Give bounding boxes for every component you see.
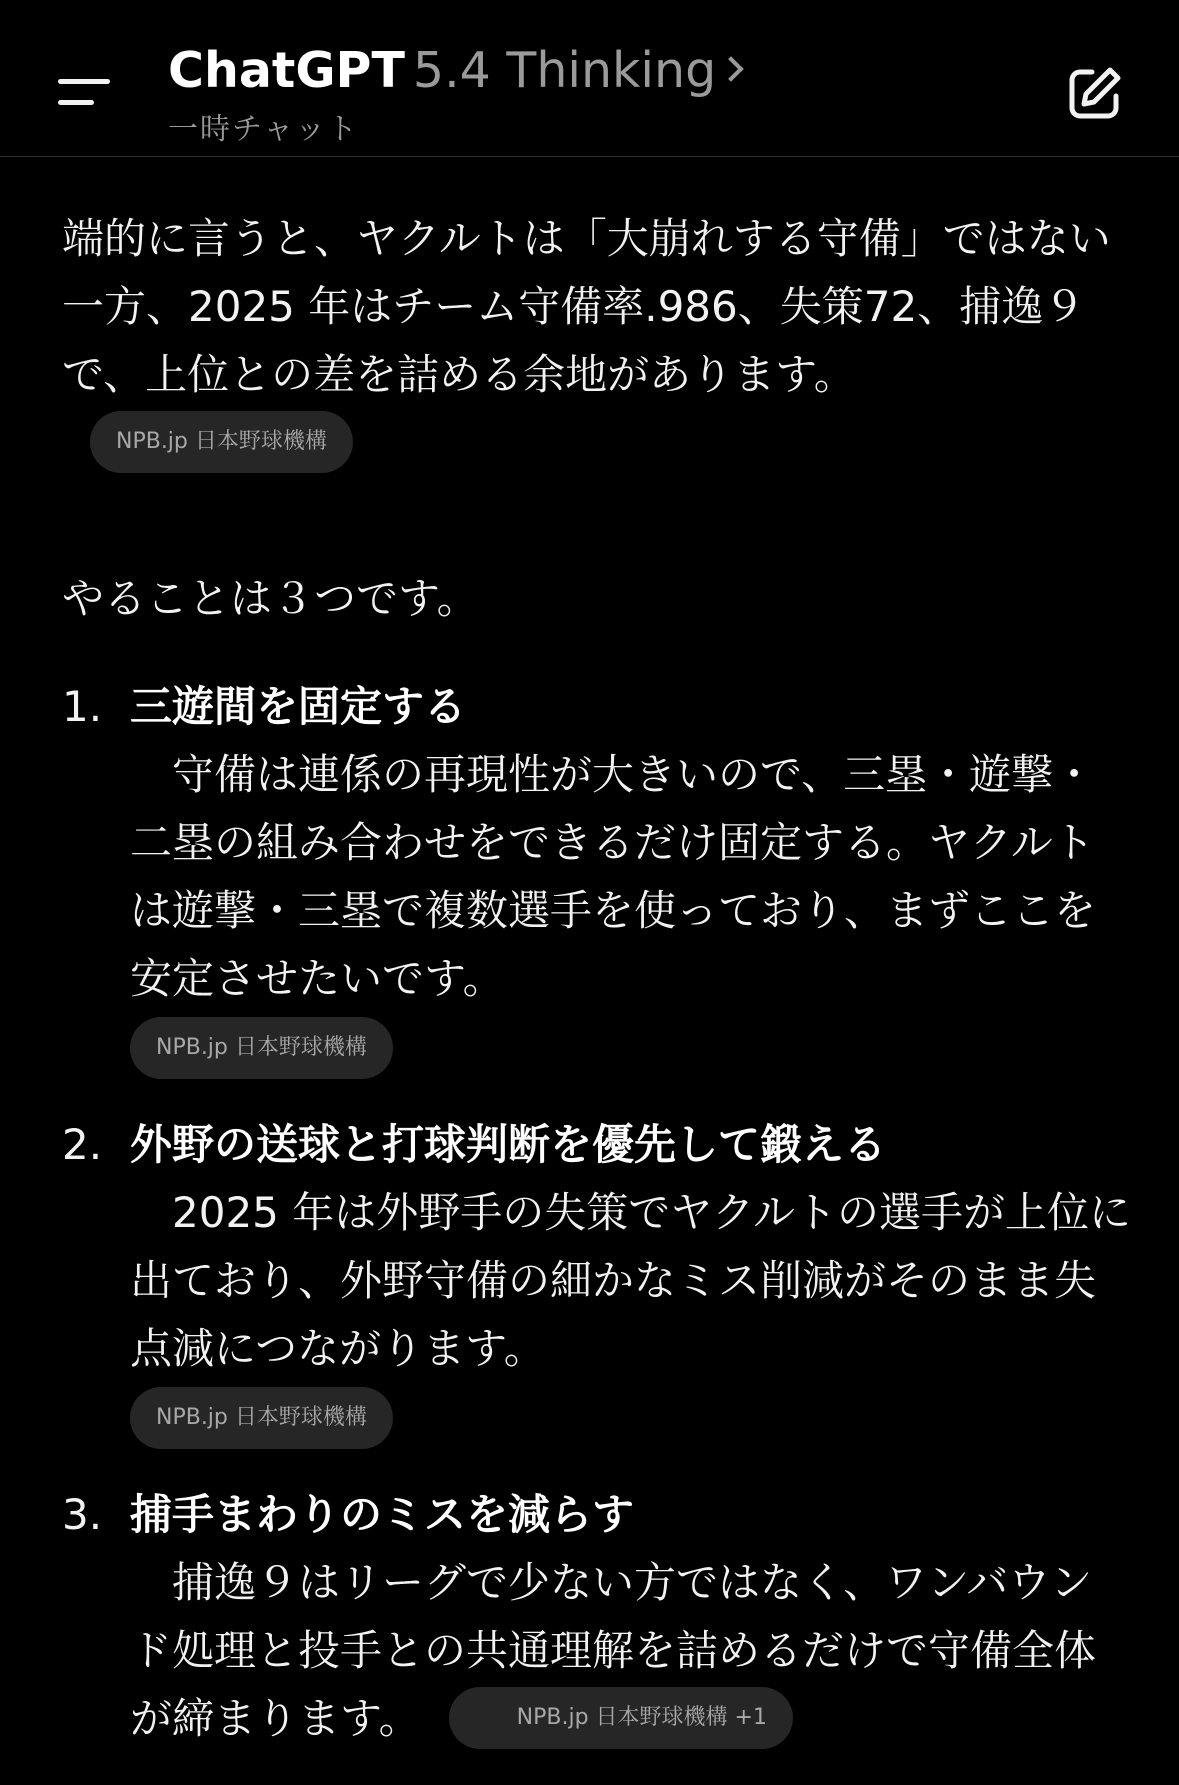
source-chip[interactable]: NPB.jp 日本野球機構 <box>130 1017 393 1079</box>
new-chat-edit-icon[interactable] <box>1066 64 1124 122</box>
list-item <box>62 1111 1132 1449</box>
lead-text: やることは３つです。 <box>62 574 479 623</box>
chat-header <box>0 0 1179 157</box>
list-item-title: 捕手まわりのミスを減らす <box>130 1490 635 1539</box>
source-chip[interactable]: NPB.jp 日本野球機構 <box>90 411 353 473</box>
list-item <box>62 673 1132 1079</box>
list-item-body <box>130 1549 1132 1753</box>
source-chip[interactable]: NPB.jp 日本野球機構 <box>130 1387 393 1449</box>
hamburger-menu-icon[interactable] <box>58 76 110 110</box>
list-item-body: 守備は連係の再現性が大きいので、三塁・遊撃・二塁の組み合わせをできるだけ固定する。ヤクルトは遊撃・三塁で複数選手を使っており、まずここを安定させたいです。 <box>130 750 1097 1003</box>
list-number: 1. <box>62 682 103 731</box>
source-chip[interactable]: NPB.jp 日本野球機構 +1 <box>449 1687 793 1749</box>
intro-paragraph <box>62 205 1132 477</box>
action-list <box>62 673 1132 1753</box>
model-selector[interactable] <box>168 42 740 99</box>
list-item-title: 三遊間を固定する <box>130 682 467 731</box>
assistant-message <box>62 157 1132 1785</box>
list-item <box>62 1481 1132 1753</box>
model-name: 5.4 Thinking <box>412 42 717 99</box>
list-item-body: 2025 年は外野手の失策でヤクルトの選手が上位に出ており、外野守備の細かなミス削減がそのまま失点減につながります。 <box>130 1188 1131 1373</box>
list-item-body-text: 捕逸９はリーグで少ない方ではなく、ワンバウンド処理と投手との共通理解を詰めるだけで守備全体が締まります。 <box>130 1558 1097 1743</box>
chevron-right-icon <box>718 56 743 81</box>
list-number: 3. <box>62 1490 103 1539</box>
list-item-title: 外野の送球と打球判断を優先して鍛える <box>130 1120 887 1169</box>
temporary-chat-label: 一時チャット <box>168 112 360 147</box>
list-number: 2. <box>62 1120 103 1169</box>
app-name: ChatGPT <box>168 42 405 99</box>
intro-text: 端的に言うと、ヤクルトは「大崩れする守備」ではない一方、2025 年はチーム守備率.986、失策72、捕逸９で、上位との差を詰める余地があります。 <box>62 214 1111 399</box>
